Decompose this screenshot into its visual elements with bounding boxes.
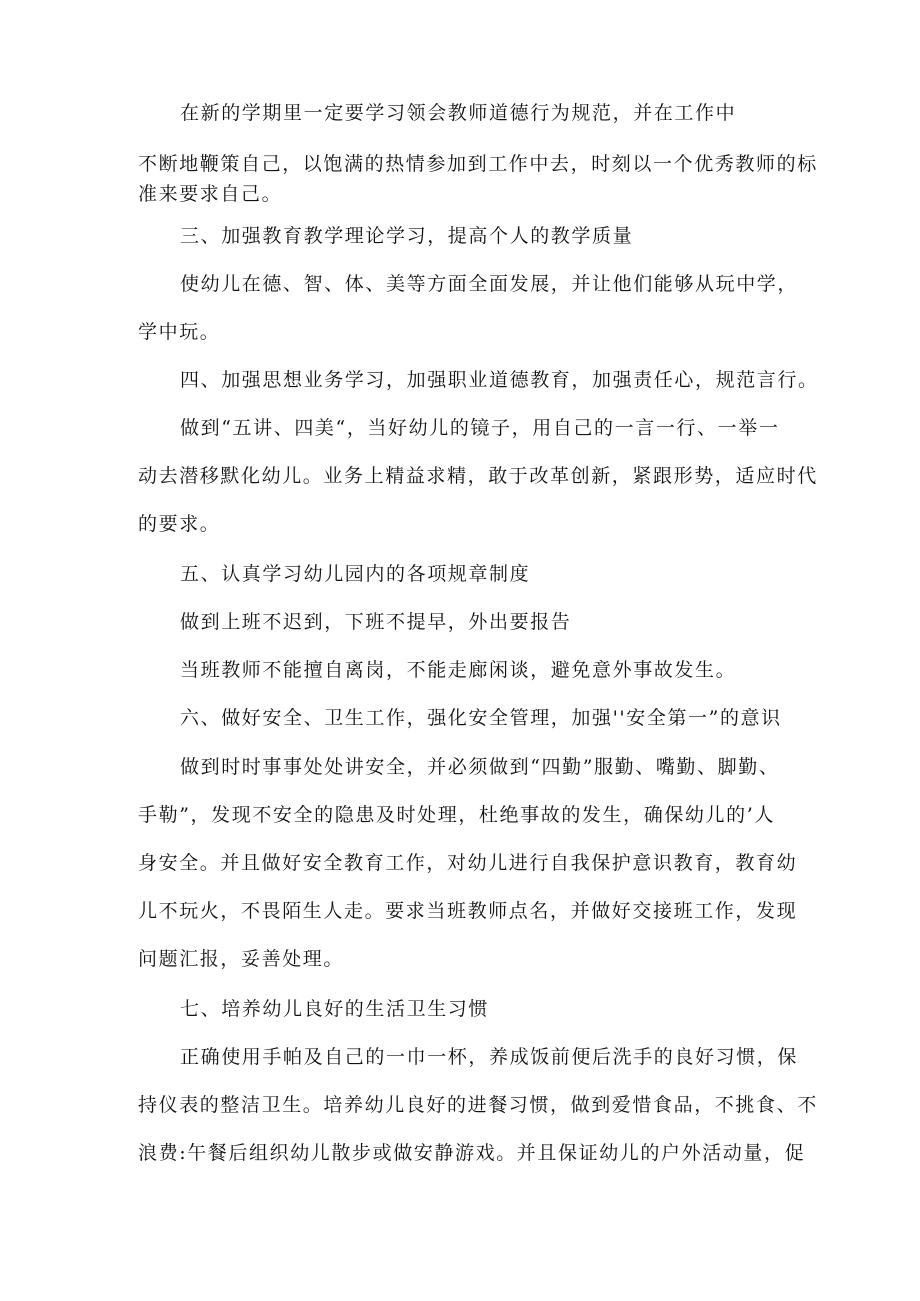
paragraph-line: 持仪表的整洁卫生。培养幼儿良好的进餐习惯，做到爱惜食品，不挑食、不: [138, 1094, 818, 1116]
paragraph-line: 动去潜移默化幼儿。业务上精益求精，敢于改革创新，紧跟形势，适应时代: [138, 465, 818, 487]
paragraph-line: 做到“五讲、四美“，当好幼儿的镜子，用自己的一言一行、一举一: [180, 417, 780, 439]
paragraph-line: 使幼儿在德、智、体、美等方面全面发展，并让他们能够从玩中学，: [180, 273, 799, 295]
paragraph-line: 问题汇报，妥善处理。: [138, 948, 345, 970]
paragraph-line: 正确使用手帕及自己的一巾一杯，养成饭前便后洗手的良好习惯，保: [180, 1046, 799, 1068]
paragraph-line: 身安全。并且做好安全教育工作，对幼儿进行自我保护意识教育，教育幼: [138, 852, 798, 874]
paragraph-line: 浪费:午餐后组织幼儿散步或做安静游戏。并且保证幼儿的户外活动量，促: [138, 1142, 806, 1164]
paragraph-line: 做到上班不迟到，下班不提早，外出要报告: [180, 611, 572, 633]
paragraph-line: 儿不玩火，不畏陌生人走。要求当班教师点名，并做好交接班工作，发现: [138, 900, 798, 922]
paragraph-line: 的要求。: [138, 513, 221, 535]
section-heading: 五、认真学习幼儿园内的各项规章制度: [180, 563, 531, 585]
section-heading: 七、培养幼儿良好的生活卫生习惯: [180, 998, 490, 1020]
paragraph-line: 不断地鞭策自己，以饱满的热情参加到工作中去，时刻以一个优秀教师的标: [138, 153, 818, 175]
paragraph-line: 准来要求自己。: [138, 183, 283, 205]
paragraph-line: 在新的学期里一定要学习领会教师道德行为规范，并在工作中: [180, 102, 737, 124]
paragraph-line: 学中玩。: [138, 321, 221, 343]
section-heading: 三、加强教育教学理论学习，提高个人的教学质量: [180, 225, 634, 247]
section-heading: 六、做好安全、卫生工作，强化安全管理，加强''安全第一”的意识: [180, 707, 782, 729]
paragraph-line: 当班教师不能擅自离岗，不能走廊闲谈，避免意外事故发生。: [180, 659, 737, 681]
section-heading: 四、加强思想业务学习，加强职业道德教育，加强责任心，规范言行。: [180, 369, 819, 391]
paragraph-line: 做到时时事事处处讲安全，并必须做到“四勤”服勤、嘴勤、脚勤、: [180, 756, 780, 778]
paragraph-line: 手勒”，发现不安全的隐患及时处理，杜绝事故的发生，确保幼儿的’人: [138, 804, 775, 826]
